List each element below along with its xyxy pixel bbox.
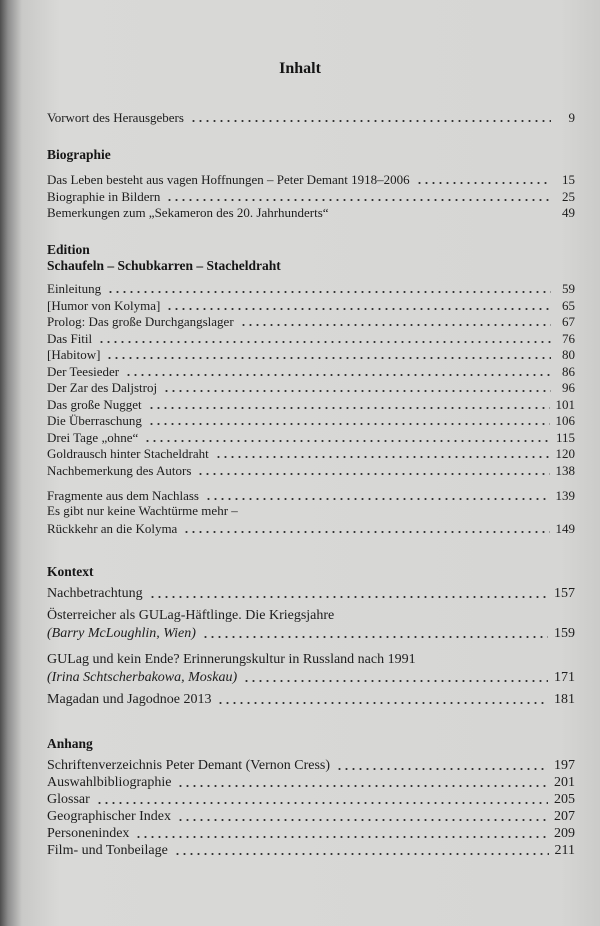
entry-title: Nachbetrachtung: [47, 586, 143, 601]
toc-entry-vorwort[interactable]: [47, 108, 575, 125]
entry-title-line: Österreicher als GULag-Häftlinge. Die Kriegsjahre: [47, 608, 335, 623]
entry-title: Rückkehr an die Kolyma: [47, 521, 178, 536]
entry-title: Bemerkungen zum „Sekameron des 20. Jahrhunderts“: [47, 205, 329, 220]
dot-leader: [215, 456, 550, 458]
entry-author: (Barry McLoughlin, Wien): [47, 626, 196, 641]
entry-page: 211: [554, 843, 575, 858]
toc-entry[interactable]: [47, 170, 575, 187]
entry-author: (Irina Schtscherbakowa, Moskau): [47, 670, 238, 685]
dot-leader: [416, 182, 551, 184]
entry-page: 49: [562, 205, 575, 220]
entry-page: 9: [568, 110, 575, 125]
dot-leader: [107, 291, 551, 293]
dot-leader: [149, 596, 548, 598]
dot-leader: [148, 407, 550, 409]
entry-title: Drei Tage „ohne“: [47, 429, 139, 445]
toc-entry[interactable]: [47, 756, 575, 773]
toc-entry[interactable]: [47, 279, 575, 296]
entry-title: Vorwort des Herausgebers: [47, 110, 184, 125]
toc-entry[interactable]: [47, 203, 575, 220]
dot-leader: [144, 440, 550, 442]
dot-leader: [163, 390, 551, 392]
entry-page: 76: [562, 330, 575, 346]
dot-leader: [135, 836, 548, 838]
toc-entry[interactable]: [47, 187, 575, 204]
toc-entry-rueckkehr[interactable]: [47, 519, 575, 536]
dot-leader: [148, 423, 550, 425]
entry-page: 96: [562, 380, 575, 395]
entry-page: 157: [554, 586, 575, 601]
section-heading-biographie: Biographie: [47, 147, 111, 162]
dot-leader: [177, 819, 548, 821]
dot-leader: [217, 702, 548, 704]
entry-title: Nachbemerkung des Autors: [47, 462, 192, 478]
entry-page: 80: [562, 347, 575, 362]
section-heading-kontext: Kontext: [47, 564, 94, 579]
toc-entry-oesterreicher[interactable]: [47, 624, 575, 641]
toc-entry[interactable]: [47, 296, 575, 313]
entry-page: 205: [554, 792, 575, 807]
toc-entry[interactable]: [47, 444, 575, 461]
dot-leader: [166, 199, 551, 201]
toc-entry[interactable]: [47, 362, 575, 379]
entry-page: 181: [554, 692, 575, 707]
toc-entry[interactable]: [47, 790, 575, 807]
dot-leader: [197, 473, 549, 475]
entry-title: Prolog: Das große Durchgangslager: [47, 314, 234, 329]
toc-entry[interactable]: [47, 824, 575, 841]
toc-entry-gulag[interactable]: [47, 668, 575, 685]
entry-page: 59: [562, 281, 575, 296]
dot-leader: [96, 802, 548, 804]
entry-title: Der Teesieder: [47, 363, 120, 379]
dot-leader: [106, 357, 551, 359]
dot-leader: [177, 785, 548, 787]
entry-page: 159: [554, 626, 575, 641]
entry-title: Der Zar des Daljstroj: [47, 380, 158, 395]
dot-leader: [125, 374, 551, 376]
dot-leader: [202, 636, 548, 638]
entry-page: 120: [555, 446, 575, 461]
entry-title-line: Es gibt nur keine Wachtürme mehr –: [47, 503, 238, 518]
entry-page: 139: [555, 488, 575, 503]
toc-entry[interactable]: [47, 807, 575, 824]
entry-page: 86: [562, 363, 575, 379]
entry-title: Fragmente aus dem Nachlass: [47, 488, 199, 503]
entry-title: Auswahlbibliographie: [47, 775, 172, 790]
toc-entry[interactable]: [47, 329, 575, 346]
toc-entry[interactable]: [47, 428, 575, 445]
entry-page: 115: [555, 429, 575, 445]
dot-leader: [98, 341, 551, 343]
entry-page: 171: [554, 670, 575, 685]
toc-entry[interactable]: [47, 773, 575, 790]
toc-entry[interactable]: [47, 312, 575, 329]
entry-title: Das große Nugget: [47, 396, 142, 412]
toc-entry-fragmente[interactable]: [47, 486, 575, 503]
entry-page: 201: [554, 775, 575, 790]
entry-page: 149: [555, 521, 575, 536]
entry-title: Geographischer Index: [47, 809, 172, 824]
entry-title: Glossar: [47, 792, 90, 807]
entry-title: Das Leben besteht aus vagen Hoffnungen – Peter Demant 1918–2006: [47, 172, 410, 187]
entry-page: 65: [562, 297, 575, 313]
entry-title: Schriftenverzeichnis Peter Demant (Vernon Cress): [47, 758, 331, 773]
entry-page: 197: [554, 758, 575, 773]
toc-entry[interactable]: [47, 411, 575, 428]
dot-leader: [205, 498, 550, 500]
dot-leader: [174, 853, 549, 855]
entry-title: Einleitung: [47, 281, 102, 296]
dot-leader: [183, 531, 549, 533]
entry-page: 25: [562, 189, 575, 204]
entry-page: 106: [555, 413, 575, 428]
toc-entry[interactable]: [47, 841, 575, 858]
entry-title-line: GULag und kein Ende? Erinnerungskultur in Russland nach 1991: [47, 652, 416, 667]
toc-entry[interactable]: [47, 395, 575, 412]
entry-title: [Humor von Kolyma]: [47, 297, 161, 313]
entry-title: Biographie in Bildern: [47, 189, 161, 204]
dot-leader: [240, 324, 551, 326]
toc-entry-nachbetrachtung[interactable]: [47, 584, 575, 601]
entry-page: 207: [554, 809, 575, 824]
entry-page: 138: [555, 462, 575, 478]
entry-page: 15: [562, 172, 575, 187]
entry-title: Personenindex: [47, 826, 130, 841]
toc-entry[interactable]: [47, 345, 575, 362]
entry-title: Film- und Tonbeilage: [47, 843, 168, 858]
entry-title: Die Überraschung: [47, 413, 142, 428]
section-heading-edition: Edition: [47, 242, 90, 257]
entry-page: 67: [562, 314, 575, 329]
entry-title: Goldrausch hinter Stacheldraht: [47, 446, 209, 461]
page-title: Inhalt: [279, 60, 321, 77]
toc-entry[interactable]: [47, 378, 575, 395]
entry-title: [Habitow]: [47, 347, 101, 362]
entry-title: Das Fitil: [47, 330, 93, 346]
section-subheading-schaufeln: Schaufeln – Schubkarren – Stacheldraht: [47, 258, 281, 273]
entry-page: 101: [555, 396, 575, 412]
entry-title: Magadan und Jagodnoe 2013: [47, 692, 212, 707]
dot-leader: [336, 768, 548, 770]
dot-leader: [190, 120, 551, 122]
section-heading-anhang: Anhang: [47, 736, 93, 751]
dot-leader: [166, 308, 551, 310]
entry-page: 209: [554, 826, 575, 841]
toc-entry[interactable]: [47, 461, 575, 478]
dot-leader: [243, 680, 548, 682]
toc-entry-magadan[interactable]: [47, 690, 575, 707]
